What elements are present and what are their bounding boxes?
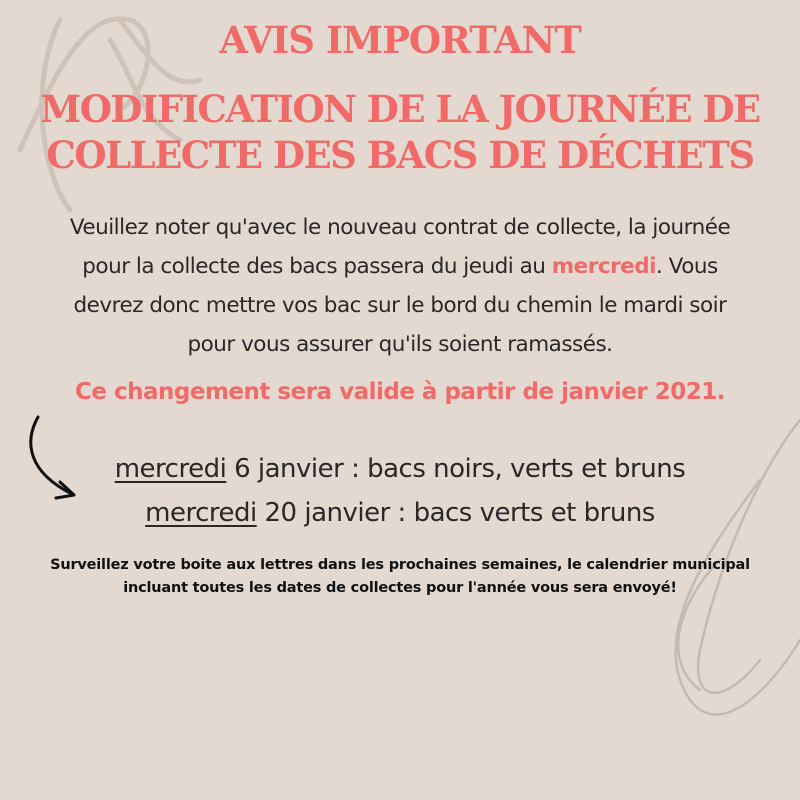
subtitle-line: MODIFICATION DE LA JOURNÉE DE bbox=[40, 87, 760, 131]
collection-dates bbox=[0, 447, 800, 535]
highlighted-day: mercredi bbox=[551, 254, 657, 279]
body-text-segment: pour la collecte des bacs passera du jeudi au bbox=[82, 254, 552, 279]
body-line: pour vous assurer qu'ils soient ramassés. bbox=[187, 332, 613, 357]
subtitle-line: COLLECTE DES BACS DE DÉCHETS bbox=[46, 133, 754, 177]
notice-subtitle bbox=[0, 86, 800, 178]
date-day: mercredi bbox=[114, 454, 227, 484]
notice-title: AVIS IMPORTANT bbox=[219, 18, 581, 62]
date-details: 20 janvier : bacs verts et bruns bbox=[256, 498, 655, 528]
footer-line: Surveillez votre boite aux lettres dans les prochaines semaines, le calendrier municipal bbox=[50, 557, 750, 573]
date-details: 6 janvier : bacs noirs, verts et bruns bbox=[226, 454, 686, 484]
date-day: mercredi bbox=[145, 498, 257, 528]
body-text-segment: . Vous bbox=[656, 254, 718, 279]
footer-line: incluant toutes les dates de collectes pour l'année vous sera envoyé! bbox=[123, 580, 677, 596]
collection-date-item bbox=[0, 447, 800, 491]
validity-statement: Ce changement sera valide à partir de janvier 2021. bbox=[75, 379, 725, 405]
body-line: Veuillez noter qu'avec le nouveau contrat de collecte, la journée bbox=[69, 215, 731, 240]
notice-body bbox=[0, 208, 800, 364]
footer-note bbox=[0, 554, 800, 600]
body-line bbox=[0, 247, 800, 286]
body-line: devrez donc mettre vos bac sur le bord du chemin le mardi soir bbox=[73, 293, 727, 318]
collection-date-item bbox=[0, 491, 800, 535]
